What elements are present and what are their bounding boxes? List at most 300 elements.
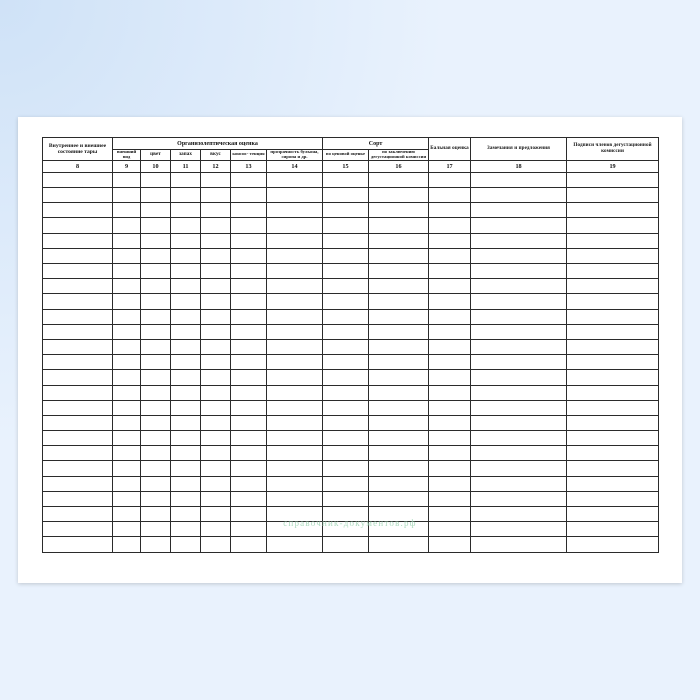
table-cell[interactable] xyxy=(141,415,171,430)
table-cell[interactable] xyxy=(171,355,201,370)
table-cell[interactable] xyxy=(141,294,171,309)
table-cell[interactable] xyxy=(171,537,201,552)
table-cell[interactable] xyxy=(201,446,231,461)
table-cell[interactable] xyxy=(171,324,201,339)
table-cell[interactable] xyxy=(231,507,267,522)
table-cell[interactable] xyxy=(267,233,323,248)
table-cell[interactable] xyxy=(567,507,659,522)
table-cell[interactable] xyxy=(113,172,141,187)
table-cell[interactable] xyxy=(567,279,659,294)
table-cell[interactable] xyxy=(141,339,171,354)
table-cell[interactable] xyxy=(567,431,659,446)
table-cell[interactable] xyxy=(369,537,429,552)
table-cell[interactable] xyxy=(429,522,471,537)
table-cell[interactable] xyxy=(267,203,323,218)
table-cell[interactable] xyxy=(323,537,369,552)
table-cell[interactable] xyxy=(113,446,141,461)
table-cell[interactable] xyxy=(323,172,369,187)
table-cell[interactable] xyxy=(471,370,567,385)
table-cell[interactable] xyxy=(113,385,141,400)
table-cell[interactable] xyxy=(471,339,567,354)
table-cell[interactable] xyxy=(141,476,171,491)
table-cell[interactable] xyxy=(141,218,171,233)
table-cell[interactable] xyxy=(369,309,429,324)
table-cell[interactable] xyxy=(201,203,231,218)
table-cell[interactable] xyxy=(323,491,369,506)
table-cell[interactable] xyxy=(267,461,323,476)
table-cell[interactable] xyxy=(267,491,323,506)
table-cell[interactable] xyxy=(231,233,267,248)
table-cell[interactable] xyxy=(231,309,267,324)
table-cell[interactable] xyxy=(113,279,141,294)
table-cell[interactable] xyxy=(471,461,567,476)
table-cell[interactable] xyxy=(267,385,323,400)
table-cell[interactable] xyxy=(471,385,567,400)
table-cell[interactable] xyxy=(171,522,201,537)
table-cell[interactable] xyxy=(231,522,267,537)
table-cell[interactable] xyxy=(567,446,659,461)
table-cell[interactable] xyxy=(113,507,141,522)
table-cell[interactable] xyxy=(113,233,141,248)
table-cell[interactable] xyxy=(567,248,659,263)
table-cell[interactable] xyxy=(369,446,429,461)
table-cell[interactable] xyxy=(43,431,113,446)
table-cell[interactable] xyxy=(113,461,141,476)
table-cell[interactable] xyxy=(201,385,231,400)
table-cell[interactable] xyxy=(429,431,471,446)
table-cell[interactable] xyxy=(369,355,429,370)
table-cell[interactable] xyxy=(113,522,141,537)
table-cell[interactable] xyxy=(113,339,141,354)
table-cell[interactable] xyxy=(429,218,471,233)
table-cell[interactable] xyxy=(567,172,659,187)
table-cell[interactable] xyxy=(429,446,471,461)
table-cell[interactable] xyxy=(43,370,113,385)
table-cell[interactable] xyxy=(231,400,267,415)
table-cell[interactable] xyxy=(323,203,369,218)
table-cell[interactable] xyxy=(267,188,323,203)
table-cell[interactable] xyxy=(567,339,659,354)
table-cell[interactable] xyxy=(429,309,471,324)
table-cell[interactable] xyxy=(471,188,567,203)
table-cell[interactable] xyxy=(323,188,369,203)
table-cell[interactable] xyxy=(323,461,369,476)
table-cell[interactable] xyxy=(323,339,369,354)
table-cell[interactable] xyxy=(43,446,113,461)
table-cell[interactable] xyxy=(43,476,113,491)
table-cell[interactable] xyxy=(43,279,113,294)
table-cell[interactable] xyxy=(323,446,369,461)
table-cell[interactable] xyxy=(471,415,567,430)
table-cell[interactable] xyxy=(43,415,113,430)
table-cell[interactable] xyxy=(323,248,369,263)
table-cell[interactable] xyxy=(141,400,171,415)
table-cell[interactable] xyxy=(231,431,267,446)
table-cell[interactable] xyxy=(201,339,231,354)
table-cell[interactable] xyxy=(267,264,323,279)
table-cell[interactable] xyxy=(141,309,171,324)
table-cell[interactable] xyxy=(43,248,113,263)
table-cell[interactable] xyxy=(141,264,171,279)
table-cell[interactable] xyxy=(113,309,141,324)
table-cell[interactable] xyxy=(113,537,141,552)
table-cell[interactable] xyxy=(267,522,323,537)
table-cell[interactable] xyxy=(369,370,429,385)
table-cell[interactable] xyxy=(113,324,141,339)
table-cell[interactable] xyxy=(201,476,231,491)
table-cell[interactable] xyxy=(567,461,659,476)
table-cell[interactable] xyxy=(231,172,267,187)
table-cell[interactable] xyxy=(323,400,369,415)
table-cell[interactable] xyxy=(141,324,171,339)
table-cell[interactable] xyxy=(429,264,471,279)
table-cell[interactable] xyxy=(231,491,267,506)
table-cell[interactable] xyxy=(201,309,231,324)
table-cell[interactable] xyxy=(429,461,471,476)
table-cell[interactable] xyxy=(113,188,141,203)
table-cell[interactable] xyxy=(171,507,201,522)
table-cell[interactable] xyxy=(323,476,369,491)
table-cell[interactable] xyxy=(267,248,323,263)
table-cell[interactable] xyxy=(429,172,471,187)
table-cell[interactable] xyxy=(201,172,231,187)
table-cell[interactable] xyxy=(323,370,369,385)
table-cell[interactable] xyxy=(267,415,323,430)
table-cell[interactable] xyxy=(141,172,171,187)
table-cell[interactable] xyxy=(43,294,113,309)
table-cell[interactable] xyxy=(567,233,659,248)
table-cell[interactable] xyxy=(141,461,171,476)
table-cell[interactable] xyxy=(323,218,369,233)
table-cell[interactable] xyxy=(369,279,429,294)
table-cell[interactable] xyxy=(201,264,231,279)
table-cell[interactable] xyxy=(323,233,369,248)
table-cell[interactable] xyxy=(201,431,231,446)
table-cell[interactable] xyxy=(471,218,567,233)
table-cell[interactable] xyxy=(171,309,201,324)
table-cell[interactable] xyxy=(567,218,659,233)
table-cell[interactable] xyxy=(171,385,201,400)
table-cell[interactable] xyxy=(43,537,113,552)
table-cell[interactable] xyxy=(201,355,231,370)
table-cell[interactable] xyxy=(471,172,567,187)
table-cell[interactable] xyxy=(43,188,113,203)
table-cell[interactable] xyxy=(567,370,659,385)
table-cell[interactable] xyxy=(201,233,231,248)
table-cell[interactable] xyxy=(323,507,369,522)
table-cell[interactable] xyxy=(369,400,429,415)
table-cell[interactable] xyxy=(267,537,323,552)
table-cell[interactable] xyxy=(43,203,113,218)
table-cell[interactable] xyxy=(429,203,471,218)
table-cell[interactable] xyxy=(267,507,323,522)
table-cell[interactable] xyxy=(141,188,171,203)
table-cell[interactable] xyxy=(267,339,323,354)
table-cell[interactable] xyxy=(171,294,201,309)
table-cell[interactable] xyxy=(113,476,141,491)
table-cell[interactable] xyxy=(369,294,429,309)
table-cell[interactable] xyxy=(429,491,471,506)
table-cell[interactable] xyxy=(43,507,113,522)
table-cell[interactable] xyxy=(231,476,267,491)
table-cell[interactable] xyxy=(141,446,171,461)
table-cell[interactable] xyxy=(113,218,141,233)
table-cell[interactable] xyxy=(231,461,267,476)
table-cell[interactable] xyxy=(369,172,429,187)
table-cell[interactable] xyxy=(429,385,471,400)
table-cell[interactable] xyxy=(43,355,113,370)
table-cell[interactable] xyxy=(471,294,567,309)
table-cell[interactable] xyxy=(231,537,267,552)
table-cell[interactable] xyxy=(267,309,323,324)
table-cell[interactable] xyxy=(567,522,659,537)
table-cell[interactable] xyxy=(231,248,267,263)
table-cell[interactable] xyxy=(267,172,323,187)
table-cell[interactable] xyxy=(43,264,113,279)
table-cell[interactable] xyxy=(113,491,141,506)
table-cell[interactable] xyxy=(323,355,369,370)
table-cell[interactable] xyxy=(369,233,429,248)
table-cell[interactable] xyxy=(141,355,171,370)
table-cell[interactable] xyxy=(471,400,567,415)
table-cell[interactable] xyxy=(201,491,231,506)
table-cell[interactable] xyxy=(369,203,429,218)
table-cell[interactable] xyxy=(429,537,471,552)
table-cell[interactable] xyxy=(43,461,113,476)
table-cell[interactable] xyxy=(267,400,323,415)
table-cell[interactable] xyxy=(113,370,141,385)
table-cell[interactable] xyxy=(567,355,659,370)
table-cell[interactable] xyxy=(323,294,369,309)
table-cell[interactable] xyxy=(171,491,201,506)
table-cell[interactable] xyxy=(201,415,231,430)
table-cell[interactable] xyxy=(471,522,567,537)
table-cell[interactable] xyxy=(267,355,323,370)
table-cell[interactable] xyxy=(369,491,429,506)
table-cell[interactable] xyxy=(43,233,113,248)
table-cell[interactable] xyxy=(171,248,201,263)
table-cell[interactable] xyxy=(113,431,141,446)
table-cell[interactable] xyxy=(567,203,659,218)
table-cell[interactable] xyxy=(369,264,429,279)
table-cell[interactable] xyxy=(471,248,567,263)
table-cell[interactable] xyxy=(471,431,567,446)
table-cell[interactable] xyxy=(141,233,171,248)
table-cell[interactable] xyxy=(471,279,567,294)
table-cell[interactable] xyxy=(141,522,171,537)
table-cell[interactable] xyxy=(43,339,113,354)
table-cell[interactable] xyxy=(231,294,267,309)
table-cell[interactable] xyxy=(267,446,323,461)
table-cell[interactable] xyxy=(113,294,141,309)
table-cell[interactable] xyxy=(471,233,567,248)
table-cell[interactable] xyxy=(267,218,323,233)
table-cell[interactable] xyxy=(113,415,141,430)
table-cell[interactable] xyxy=(471,355,567,370)
table-cell[interactable] xyxy=(567,537,659,552)
table-cell[interactable] xyxy=(471,491,567,506)
table-cell[interactable] xyxy=(171,476,201,491)
table-cell[interactable] xyxy=(369,324,429,339)
table-cell[interactable] xyxy=(231,188,267,203)
table-cell[interactable] xyxy=(323,522,369,537)
table-cell[interactable] xyxy=(567,324,659,339)
table-cell[interactable] xyxy=(201,461,231,476)
table-cell[interactable] xyxy=(429,248,471,263)
table-cell[interactable] xyxy=(369,218,429,233)
table-cell[interactable] xyxy=(471,537,567,552)
table-cell[interactable] xyxy=(141,203,171,218)
table-cell[interactable] xyxy=(141,537,171,552)
table-cell[interactable] xyxy=(567,264,659,279)
table-cell[interactable] xyxy=(43,218,113,233)
table-cell[interactable] xyxy=(471,309,567,324)
table-cell[interactable] xyxy=(201,324,231,339)
table-cell[interactable] xyxy=(201,294,231,309)
table-cell[interactable] xyxy=(231,355,267,370)
table-cell[interactable] xyxy=(171,400,201,415)
table-cell[interactable] xyxy=(201,400,231,415)
table-cell[interactable] xyxy=(171,188,201,203)
table-cell[interactable] xyxy=(141,385,171,400)
table-cell[interactable] xyxy=(171,339,201,354)
table-cell[interactable] xyxy=(267,294,323,309)
table-cell[interactable] xyxy=(141,491,171,506)
table-cell[interactable] xyxy=(267,324,323,339)
table-cell[interactable] xyxy=(201,218,231,233)
table-cell[interactable] xyxy=(323,415,369,430)
table-cell[interactable] xyxy=(171,415,201,430)
table-cell[interactable] xyxy=(369,188,429,203)
table-cell[interactable] xyxy=(567,385,659,400)
table-cell[interactable] xyxy=(471,203,567,218)
table-cell[interactable] xyxy=(567,415,659,430)
table-cell[interactable] xyxy=(113,264,141,279)
table-cell[interactable] xyxy=(113,203,141,218)
table-cell[interactable] xyxy=(171,218,201,233)
table-cell[interactable] xyxy=(201,522,231,537)
table-cell[interactable] xyxy=(43,324,113,339)
table-cell[interactable] xyxy=(43,309,113,324)
table-cell[interactable] xyxy=(171,446,201,461)
table-cell[interactable] xyxy=(567,294,659,309)
table-cell[interactable] xyxy=(201,537,231,552)
table-cell[interactable] xyxy=(231,324,267,339)
table-cell[interactable] xyxy=(429,415,471,430)
table-cell[interactable] xyxy=(369,415,429,430)
table-cell[interactable] xyxy=(201,507,231,522)
table-cell[interactable] xyxy=(323,431,369,446)
table-cell[interactable] xyxy=(231,264,267,279)
table-cell[interactable] xyxy=(43,400,113,415)
table-cell[interactable] xyxy=(171,264,201,279)
table-cell[interactable] xyxy=(201,370,231,385)
table-cell[interactable] xyxy=(429,233,471,248)
table-cell[interactable] xyxy=(113,400,141,415)
table-cell[interactable] xyxy=(231,415,267,430)
table-cell[interactable] xyxy=(231,385,267,400)
table-cell[interactable] xyxy=(429,355,471,370)
table-cell[interactable] xyxy=(141,507,171,522)
table-cell[interactable] xyxy=(369,248,429,263)
table-cell[interactable] xyxy=(171,431,201,446)
table-cell[interactable] xyxy=(369,461,429,476)
table-cell[interactable] xyxy=(369,522,429,537)
table-cell[interactable] xyxy=(429,279,471,294)
table-cell[interactable] xyxy=(231,339,267,354)
table-cell[interactable] xyxy=(141,279,171,294)
table-cell[interactable] xyxy=(429,370,471,385)
table-cell[interactable] xyxy=(231,203,267,218)
table-cell[interactable] xyxy=(471,264,567,279)
table-cell[interactable] xyxy=(471,324,567,339)
table-cell[interactable] xyxy=(471,507,567,522)
table-cell[interactable] xyxy=(171,203,201,218)
table-cell[interactable] xyxy=(429,324,471,339)
table-cell[interactable] xyxy=(323,324,369,339)
table-cell[interactable] xyxy=(43,522,113,537)
table-cell[interactable] xyxy=(567,476,659,491)
table-cell[interactable] xyxy=(429,400,471,415)
table-cell[interactable] xyxy=(369,385,429,400)
table-cell[interactable] xyxy=(231,218,267,233)
table-cell[interactable] xyxy=(429,188,471,203)
table-cell[interactable] xyxy=(369,476,429,491)
table-cell[interactable] xyxy=(231,446,267,461)
table-cell[interactable] xyxy=(323,309,369,324)
table-cell[interactable] xyxy=(171,461,201,476)
table-cell[interactable] xyxy=(567,309,659,324)
table-cell[interactable] xyxy=(323,264,369,279)
table-cell[interactable] xyxy=(141,370,171,385)
table-cell[interactable] xyxy=(171,370,201,385)
table-cell[interactable] xyxy=(43,491,113,506)
table-cell[interactable] xyxy=(141,248,171,263)
table-cell[interactable] xyxy=(567,188,659,203)
table-cell[interactable] xyxy=(323,279,369,294)
table-cell[interactable] xyxy=(471,446,567,461)
table-cell[interactable] xyxy=(429,294,471,309)
table-cell[interactable] xyxy=(267,476,323,491)
table-cell[interactable] xyxy=(429,507,471,522)
table-cell[interactable] xyxy=(201,279,231,294)
table-cell[interactable] xyxy=(267,431,323,446)
table-cell[interactable] xyxy=(231,279,267,294)
table-cell[interactable] xyxy=(171,233,201,248)
table-cell[interactable] xyxy=(267,370,323,385)
table-cell[interactable] xyxy=(369,507,429,522)
table-cell[interactable] xyxy=(429,339,471,354)
table-cell[interactable] xyxy=(471,476,567,491)
table-cell[interactable] xyxy=(113,355,141,370)
table-cell[interactable] xyxy=(567,491,659,506)
table-cell[interactable] xyxy=(369,431,429,446)
table-cell[interactable] xyxy=(171,279,201,294)
table-cell[interactable] xyxy=(323,385,369,400)
table-cell[interactable] xyxy=(43,385,113,400)
table-cell[interactable] xyxy=(201,248,231,263)
table-cell[interactable] xyxy=(231,370,267,385)
table-cell[interactable] xyxy=(201,188,231,203)
table-cell[interactable] xyxy=(141,431,171,446)
table-cell[interactable] xyxy=(567,400,659,415)
table-cell[interactable] xyxy=(429,476,471,491)
table-cell[interactable] xyxy=(43,172,113,187)
table-cell[interactable] xyxy=(369,339,429,354)
table-cell[interactable] xyxy=(267,279,323,294)
table-cell[interactable] xyxy=(171,172,201,187)
table-cell[interactable] xyxy=(113,248,141,263)
